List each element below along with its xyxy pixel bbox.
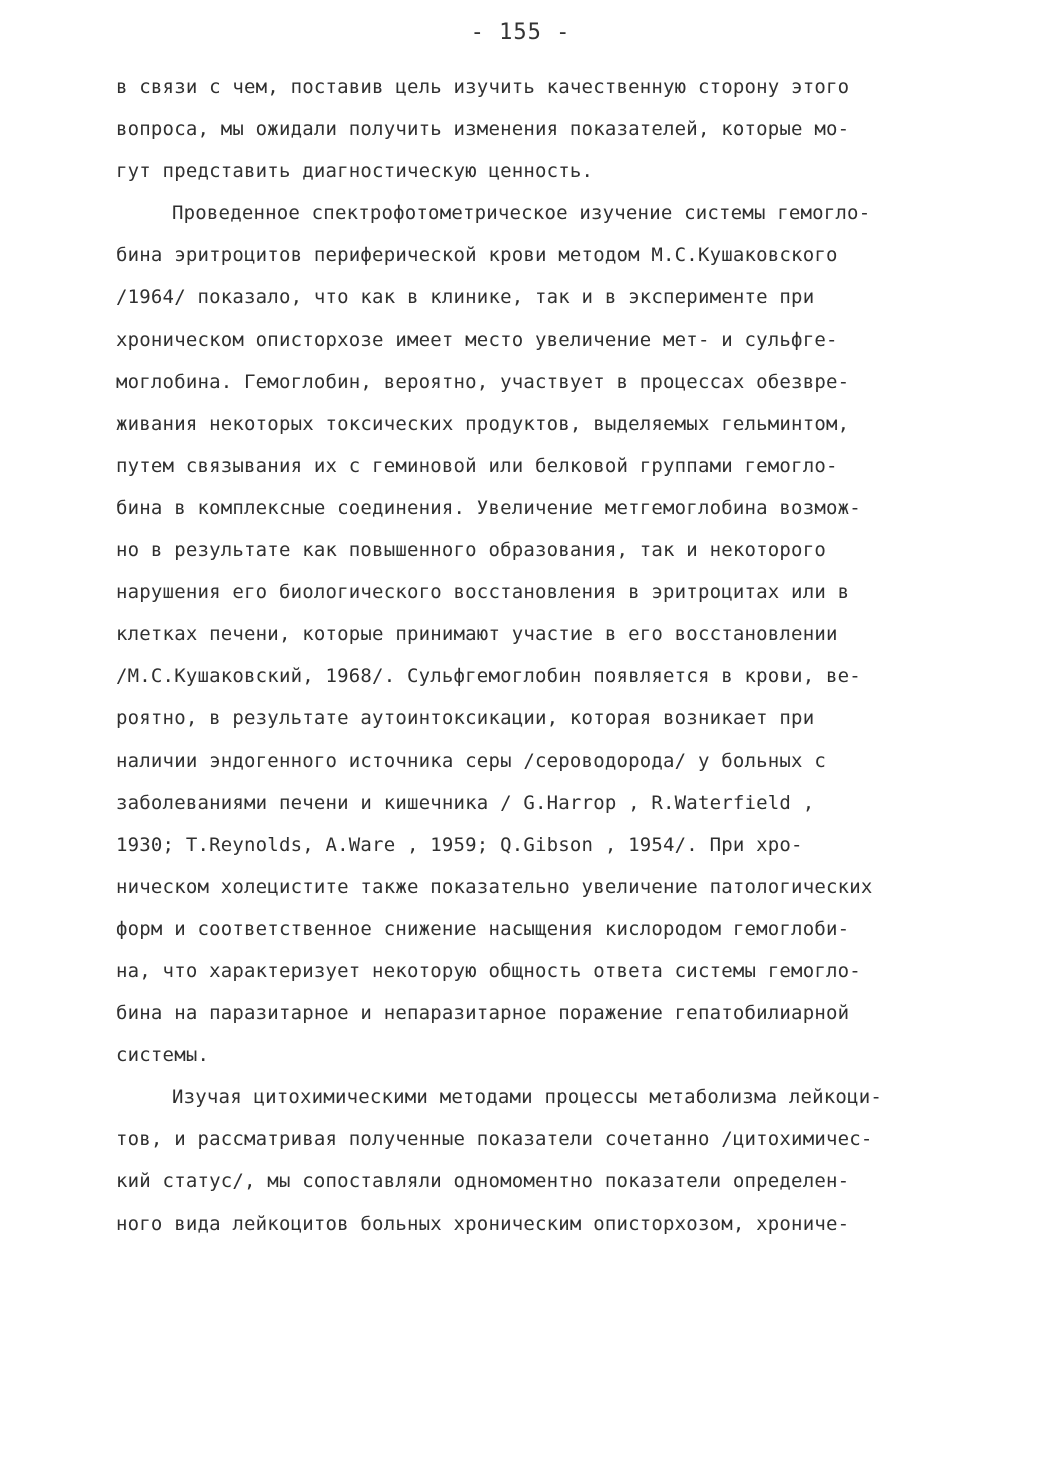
text-line: роятно, в результате аутоинтоксикации, которая возникает при xyxy=(116,707,815,730)
text-line: наличии эндогенного источника серы /сероводорода/ у больных с xyxy=(116,749,826,772)
body-text xyxy=(116,66,976,1245)
text-line: вопроса, мы ожидали получить изменения показателей, которые мо- xyxy=(116,118,850,141)
text-line: кий статус/, мы сопоставляли одномоментно показатели определен- xyxy=(116,1170,850,1193)
text-line: тов, и рассматривая полученные показатели сочетанно /цитохимичес- xyxy=(116,1128,873,1151)
paragraph-start-line: Изучая цитохимическими методами процессы метаболизма лейкоци- xyxy=(172,1086,882,1109)
text-line: моглобина. Гемоглобин, вероятно, участвует в процессах обезвре- xyxy=(116,370,850,393)
text-line: /1964/ показало, что как в клинике, так и в эксперименте при xyxy=(116,286,815,309)
text-line: системы. xyxy=(116,1044,210,1067)
text-line-citation: 1930; T.Reynolds, A.Ware , 1959; Q.Gibson , 1954/. При хро- xyxy=(116,833,803,856)
text-line: живания некоторых токсических продуктов, выделяемых гельминтом, xyxy=(116,412,850,435)
text-line: ного вида лейкоцитов больных хроническим описторхозом, хрониче- xyxy=(116,1212,850,1235)
text-line: бина в комплексные соединения. Увеличение метгемоглобина возмож- xyxy=(116,496,861,519)
paragraph-start-line: Проведенное спектрофотометрическое изучение системы гемогло- xyxy=(172,202,871,225)
text-line-citation: заболеваниями печени и кишечника / G.Harrop , R.Waterfield , xyxy=(116,791,815,814)
text-line: хроническом описторхозе имеет место увеличение мет- и сульфге- xyxy=(116,328,838,351)
text-line: в связи с чем, поставив цель изучить качественную сторону этого xyxy=(116,76,850,98)
text-line: нарушения его биологического восстановления в эритроцитах или в xyxy=(116,581,850,604)
text-line: бина эритроцитов периферической крови методом М.С.Кушаковского xyxy=(116,244,838,267)
text-line: но в результате как повышенного образования, так и некоторого xyxy=(116,539,826,562)
text-line: ническом холецистите также показательно увеличение патологических xyxy=(116,875,873,898)
text-line: гут представить диагностическую ценность. xyxy=(116,160,594,183)
text-line: клетках печени, которые принимают участие в его восстановлении xyxy=(116,623,838,646)
text-line: на, что характеризует некоторую общность ответа системы гемогло- xyxy=(116,959,861,982)
text-line: бина на паразитарное и непаразитарное поражение гепатобилиарной xyxy=(116,1002,850,1025)
page-number: - 155 - xyxy=(470,20,571,45)
text-line: путем связывания их с геминовой или белковой группами гемогло- xyxy=(116,454,838,477)
text-line: форм и соответственное снижение насыщения кислородом гемоглоби- xyxy=(116,917,850,940)
text-line: /М.С.Кушаковский, 1968/. Сульфгемоглобин появляется в крови, ве- xyxy=(116,665,861,688)
